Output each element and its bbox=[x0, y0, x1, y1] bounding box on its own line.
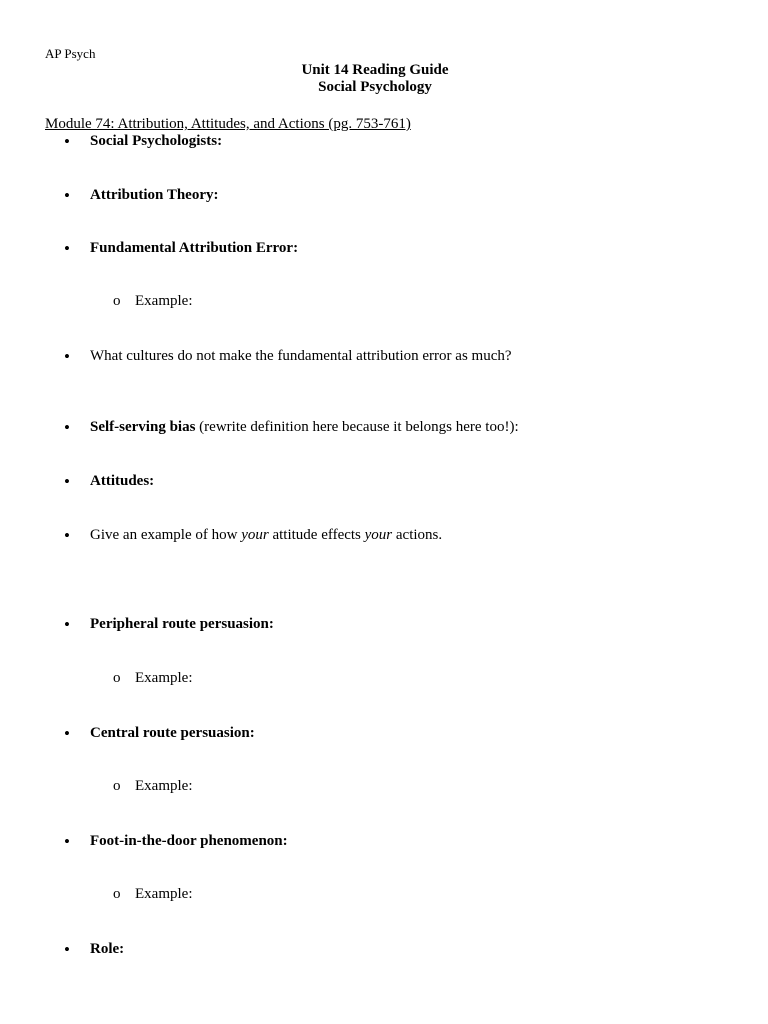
list-item bbox=[0, 725, 768, 745]
sub-bullet-icon: o bbox=[113, 778, 121, 794]
list-item bbox=[0, 833, 768, 853]
term-label: Role: bbox=[90, 941, 125, 957]
list-item bbox=[0, 187, 768, 207]
bullet-icon: • bbox=[64, 239, 70, 258]
bullet-icon: • bbox=[64, 526, 70, 545]
course-label: AP Psych bbox=[45, 46, 96, 61]
bullet-icon: • bbox=[64, 186, 70, 205]
sub-list-item bbox=[0, 293, 768, 313]
bullet-icon: • bbox=[64, 615, 70, 634]
term-label: Fundamental Attribution Error: bbox=[90, 240, 299, 256]
document-subtitle: Social Psychology bbox=[318, 79, 432, 95]
list-item bbox=[0, 527, 768, 547]
list-item bbox=[0, 348, 768, 368]
bullet-icon: • bbox=[64, 132, 70, 151]
term-label: Attribution Theory: bbox=[90, 187, 219, 203]
bullet-icon: • bbox=[64, 472, 70, 491]
list-item bbox=[0, 941, 768, 961]
question-text: What cultures do not make the fundamental attribution error as much? bbox=[90, 348, 512, 364]
module-heading: Module 74: Attribution, Attitudes, and Actions (pg. 753-761) bbox=[45, 116, 411, 132]
term-label: Attitudes: bbox=[90, 473, 155, 489]
term-label: Foot-in-the-door phenomenon: bbox=[90, 833, 288, 849]
term-label: Self-serving bias bbox=[90, 419, 196, 435]
term-label: Peripheral route persuasion: bbox=[90, 616, 274, 632]
sub-list-item bbox=[0, 886, 768, 906]
document-title: Unit 14 Reading Guide bbox=[301, 62, 449, 78]
sub-bullet-icon: o bbox=[113, 293, 121, 309]
bullet-icon: • bbox=[64, 418, 70, 437]
sub-list-item bbox=[0, 670, 768, 690]
sub-bullet-icon: o bbox=[113, 670, 121, 686]
term-label: Central route persuasion: bbox=[90, 725, 255, 741]
example-label: Example: bbox=[135, 778, 193, 794]
bullet-icon: • bbox=[64, 832, 70, 851]
sub-list-item bbox=[0, 778, 768, 798]
example-label: Example: bbox=[135, 293, 193, 309]
bullet-icon: • bbox=[64, 940, 70, 959]
example-label: Example: bbox=[135, 670, 193, 686]
list-item bbox=[0, 240, 768, 260]
example-label: Example: bbox=[135, 886, 193, 902]
bullet-icon: • bbox=[64, 347, 70, 366]
sub-bullet-icon: o bbox=[113, 886, 121, 902]
list-item bbox=[0, 473, 768, 493]
list-item bbox=[0, 133, 768, 153]
term-label: Social Psychologists: bbox=[90, 133, 223, 149]
question-text: Give an example of how your attitude effects your actions. bbox=[90, 527, 443, 543]
list-item bbox=[0, 616, 768, 636]
term-instruction: (rewrite definition here because it belongs here too!): bbox=[195, 419, 519, 435]
list-item bbox=[0, 419, 768, 439]
bullet-icon: • bbox=[64, 724, 70, 743]
